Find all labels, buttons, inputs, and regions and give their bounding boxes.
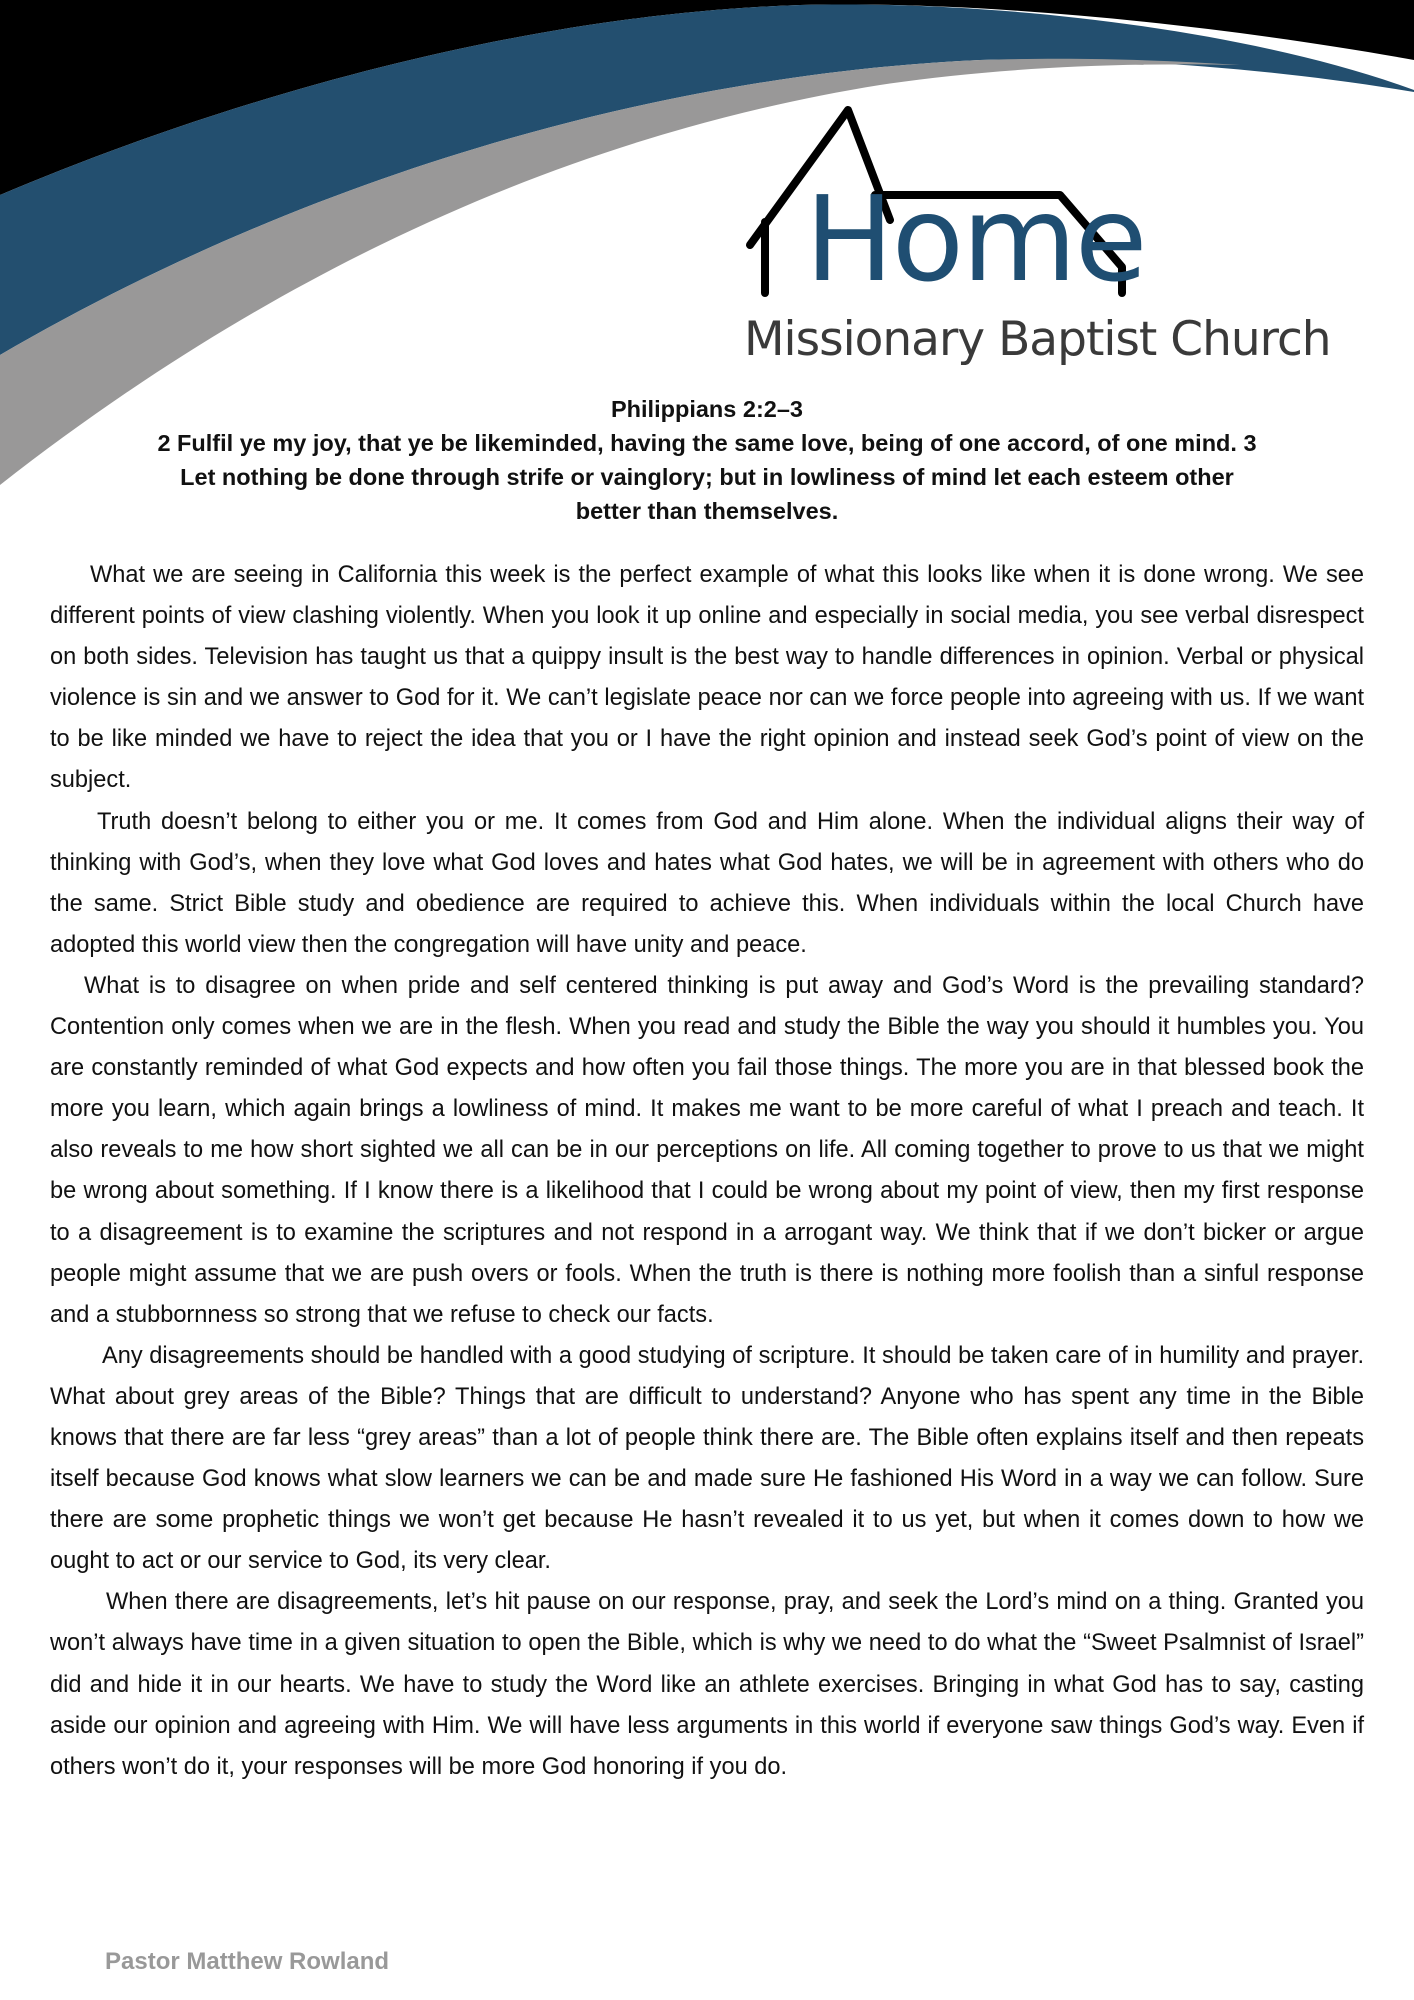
logo-home-wordmark: Home: [805, 170, 1146, 308]
verse-reference: Philippians 2:2–3: [611, 396, 803, 422]
body-paragraph: When there are disagreements, let’s hit pause on our response, pray, and seek the Lord’s mind on a thing. Granted you won’t always have time in a given situation to open the Bible, which is why we need to do what the “Sweet Psalmnist of Israel” did and hide it in our hearts. We have to study the Word like an athlete exercises. Bringing in what God has to say, casting aside our opinion and agreeing with Him. We will have less arguments in this world if everyone saw things God’s way. Even if others won’t do it, your responses will be more God honoring if you do.: [50, 1589, 1364, 1780]
body-paragraph: What is to disagree on when pride and self centered thinking is put away and God’s Word is the prevailing standard? Contention only comes when we are in the flesh. When you read and study the Bible the way you should it humbles you. You are constantly reminded of what God expects and how often you fail those things. The more you are in that blessed book the more you learn, which again brings a lowliness of mind. It makes me want to be more careful of what I preach and teach. It also reveals to me how short sighted we all can be in our perceptions on life. All coming together to prove to us that we might be wrong about something. If I know there is a likelihood that I could be wrong about my point of view, then my first response to a disagreement is to examine the scriptures and not respond in a arrogant way. We think that if we don’t bicker or argue people might assume that we are push overs or fools. When the truth is there is nothing more foolish than a sinful response and a stubbornness so strong that we refuse to check our facts.: [50, 972, 1364, 1328]
verse-text-line: better than themselves.: [575, 498, 839, 524]
body-paragraph: Truth doesn’t belong to either you or me. It comes from God and Him alone. When the individual aligns their way of thinking with God’s, when they love what God loves and hates what God hates, we will be in agreement with others who do the same. Strict Bible study and obedience are required to achieve this. When individuals within the local Church have adopted this world view then the congregation will have unity and peace.: [50, 808, 1364, 958]
body-paragraph: What we are seeing in California this week is the perfect example of what this looks like when it is done wrong. We see different points of view clashing violently. When you look it up online and especially in social media, you see verbal disrespect on both sides. Television has taught us that a quippy insult is the best way to handle differences in opinion. Verbal or physical violence is sin and we answer to God for it. We can’t legislate peace nor can we force people into agreeing with us. If we want to be like minded we have to reject the idea that you or I have the right opinion and instead seek God’s point of view on the subject.: [50, 562, 1364, 794]
body-paragraph: Any disagreements should be handled with a good studying of scripture. It should be taken care of in humility and prayer. What about grey areas of the Bible? Things that are difficult to understand? Anyone who has spent any time in the Bible knows that there are far less “grey areas” than a lot of people think there are. The Bible often explains itself and then repeats itself because God knows what slow learners we can be and made sure He fashioned His Word in a way we can follow. Sure there are some prophetic things we won’t get because He hasn’t revealed it to us yet, but when it comes down to how we ought to act or our service to God, its very clear.: [50, 1342, 1364, 1575]
church-logo: [740, 100, 1380, 380]
verse-text-line: 2 Fulfil ye my joy, that ye be likeminded, having the same love, being of one accord, of one mind. 3: [157, 430, 1257, 456]
article-body: [50, 555, 1364, 1788]
verse-text-line: Let nothing be done through strife or vainglory; but in lowliness of mind let each esteem other: [180, 464, 1234, 490]
logo-subtitle: Missionary Baptist Church: [744, 312, 1331, 367]
scripture-verse-block: [60, 392, 1354, 528]
author-signature: Pastor Matthew Rowland: [105, 1948, 390, 1975]
